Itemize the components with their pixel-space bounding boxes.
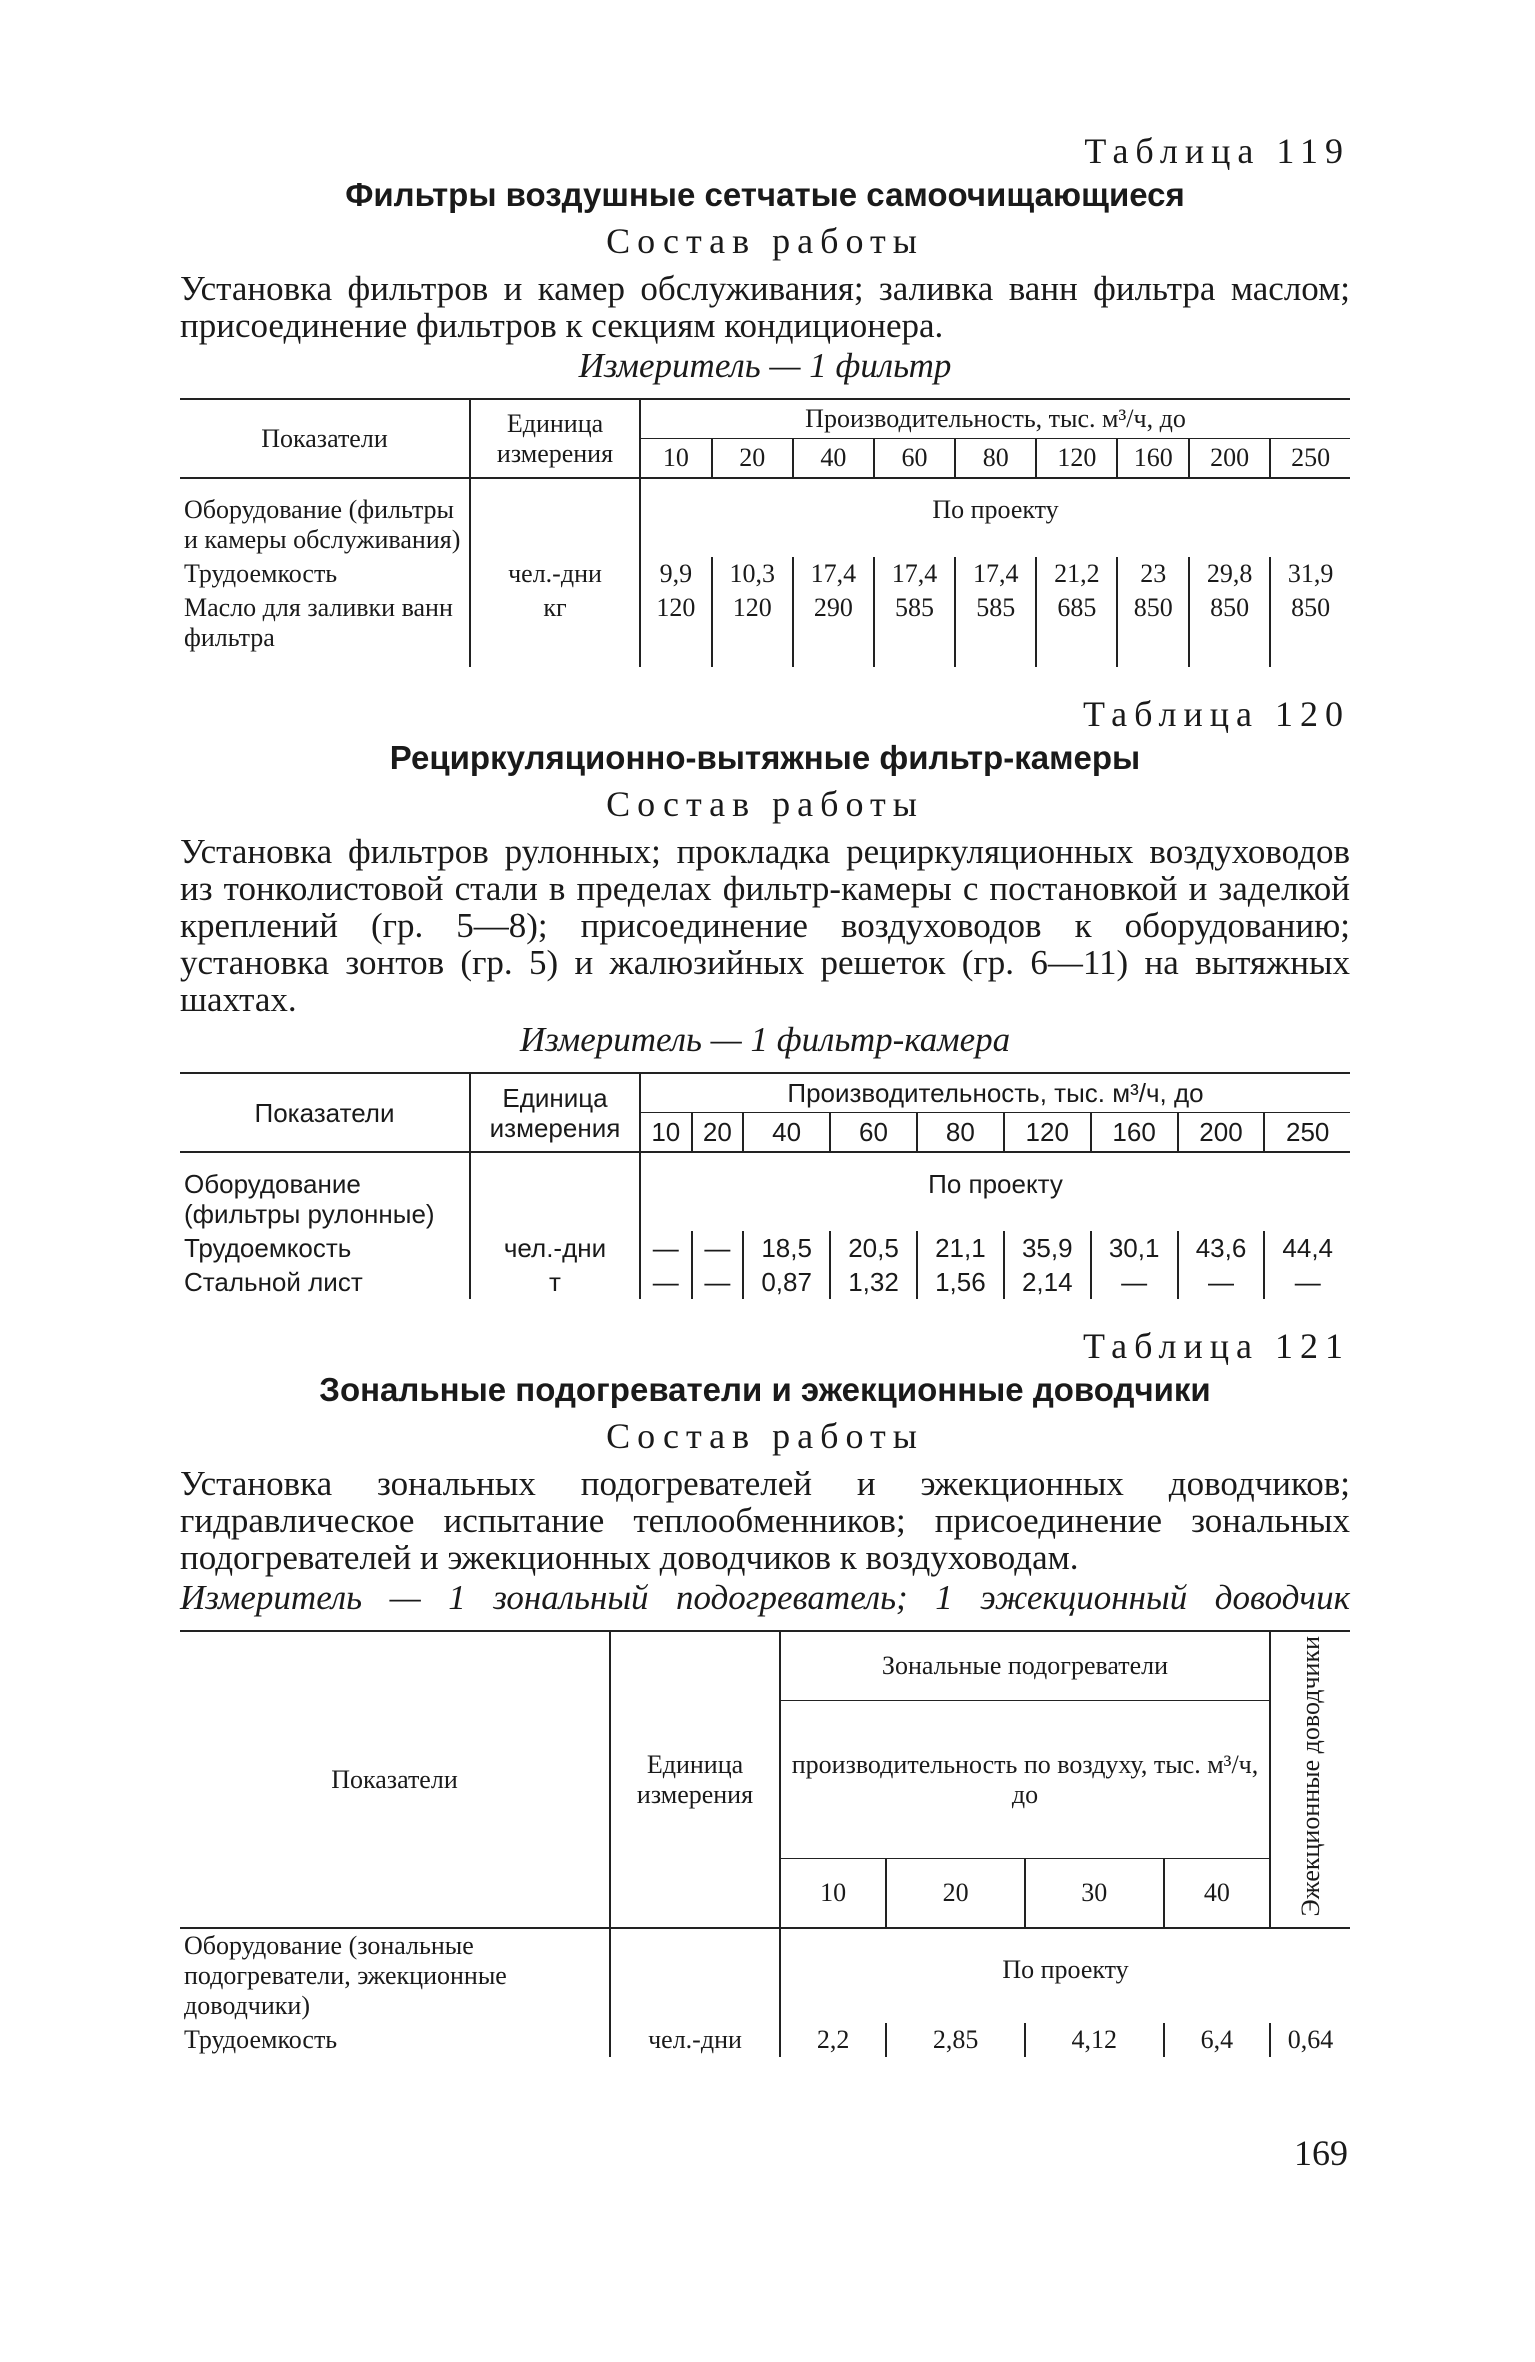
- row-label-equipment: Оборудование (фильтры рулонные): [180, 1167, 470, 1231]
- header-indicators: Показатели: [180, 399, 470, 478]
- value-cell: 585: [955, 591, 1036, 667]
- value-cell: 2,2: [780, 2023, 886, 2057]
- capacity-header-cell: 160: [1117, 439, 1189, 479]
- table-title: Зональные подогреватели и эжекционные доводчики: [319, 1371, 1211, 1408]
- capacity-header-cell: 40: [743, 1113, 830, 1153]
- value-cell: 850: [1189, 591, 1270, 667]
- table-number: Таблица 120: [1083, 694, 1350, 734]
- value-cell: 120: [640, 591, 712, 667]
- row-label-equipment: Оборудование (фильтры и камеры обслуживания): [180, 493, 470, 557]
- capacity-header-cell: 20: [886, 1859, 1025, 1929]
- unit-person-days: чел.-дни: [470, 557, 640, 591]
- value-cell: 23: [1117, 557, 1189, 591]
- row-label-labor: Трудоемкость: [180, 1231, 470, 1265]
- data-table-119: [180, 398, 1350, 667]
- capacity-header-cell: 40: [793, 439, 874, 479]
- measure-unit: Измеритель — 1 зональный подогреватель; 1 эжекционный доводчик: [180, 1578, 1350, 1617]
- value-cell: 35,9: [1004, 1231, 1091, 1265]
- header-unit: Единица измерения: [470, 399, 640, 478]
- capacity-header-cell: 160: [1091, 1113, 1178, 1153]
- unit-tonnes: т: [470, 1265, 640, 1299]
- row-label-labor: Трудоемкость: [180, 557, 470, 591]
- value-cell: 30,1: [1091, 1231, 1178, 1265]
- capacity-header-cell: 250: [1286, 1117, 1330, 1147]
- value-cell: 2,85: [886, 2023, 1025, 2057]
- header-indicators: Показатели: [180, 1631, 610, 1928]
- header-indicators: Показатели: [180, 1073, 470, 1152]
- row-label-steel: Стальной лист: [180, 1265, 470, 1299]
- data-table-121: [180, 1630, 1350, 2057]
- value-cell: 0,64: [1287, 2025, 1334, 2055]
- header-ejection-units: [1270, 1631, 1350, 1928]
- capacity-header-cell: 250: [1291, 443, 1331, 472]
- value-cell: 6,4: [1164, 2023, 1270, 2057]
- value-cell: 685: [1036, 591, 1117, 667]
- value-cell: —: [692, 1231, 744, 1265]
- measure-unit: Измеритель — 1 фильтр: [578, 346, 952, 385]
- table-title: Рециркуляционно-вытяжные фильтр-камеры: [389, 739, 1141, 776]
- value-cell: 850: [1117, 591, 1189, 667]
- capacity-header-cell: 120: [1004, 1113, 1091, 1153]
- value-cell: 4,12: [1025, 2023, 1164, 2057]
- value-cell: 18,5: [743, 1231, 830, 1265]
- unit-person-days: чел.-дни: [610, 2023, 780, 2057]
- capacity-header-cell: 30: [1025, 1859, 1164, 1929]
- row-label-equipment: Оборудование (зональные подогреватели, эжекционные доводчики): [180, 1928, 610, 2023]
- value-cell: 17,4: [955, 557, 1036, 591]
- ejection-units-label: Эжекционные доводчики: [1295, 1636, 1325, 1917]
- value-cell: —: [1294, 1267, 1321, 1297]
- capacity-header-cell: 80: [955, 439, 1036, 479]
- capacity-header-cell: 20: [712, 439, 793, 479]
- capacity-header-cell: 80: [917, 1113, 1004, 1153]
- unit-kg: кг: [470, 591, 640, 667]
- value-cell: 29,8: [1189, 557, 1270, 591]
- value-cell: 9,9: [640, 557, 712, 591]
- capacity-header-cell: 20: [692, 1113, 744, 1153]
- value-cell: 44,4: [1282, 1233, 1334, 1263]
- capacity-header-cell: 200: [1189, 439, 1270, 479]
- table-121-section: [180, 1325, 1350, 2057]
- capacity-header-cell: 10: [640, 439, 712, 479]
- capacity-header-cell: 10: [640, 1113, 692, 1153]
- capacity-header-cell: 60: [830, 1113, 917, 1153]
- value-cell: 21,1: [917, 1231, 1004, 1265]
- value-cell: 290: [793, 591, 874, 667]
- value-cell: 20,5: [830, 1231, 917, 1265]
- value-by-project: По проекту: [780, 1928, 1350, 2023]
- value-cell: 31,9: [1287, 559, 1334, 588]
- value-cell: —: [640, 1265, 692, 1299]
- value-cell: —: [1178, 1265, 1265, 1299]
- page-content: [180, 130, 1350, 2057]
- value-cell: 43,6: [1178, 1231, 1265, 1265]
- value-cell: 585: [874, 591, 955, 667]
- work-description: Установка зональных подогревателей и эжекционных доводчиков; гидравлическое испытание теплообменников; присоединение зональных подогревателей и эжекционных доводчиков к воздуховодам.: [180, 1464, 1350, 1577]
- section-title: Состав работы: [606, 221, 924, 261]
- value-cell: 120: [712, 591, 793, 667]
- capacity-header-cell: 40: [1164, 1859, 1270, 1929]
- header-capacity: Производительность, тыс. м³/ч, до: [640, 1073, 1350, 1113]
- value-cell: 10,3: [712, 557, 793, 591]
- value-cell: 2,14: [1004, 1265, 1091, 1299]
- value-cell: 1,32: [830, 1265, 917, 1299]
- unit-person-days: чел.-дни: [470, 1231, 640, 1265]
- value-cell: —: [640, 1231, 692, 1265]
- value-cell: 0,87: [743, 1265, 830, 1299]
- value-cell: —: [692, 1265, 744, 1299]
- header-air-capacity: производительность по воздуху, тыс. м³/ч, до: [780, 1701, 1270, 1859]
- value-cell: 1,56: [917, 1265, 1004, 1299]
- header-capacity: Производительность, тыс. м³/ч, до: [640, 399, 1350, 439]
- value-by-project: По проекту: [932, 495, 1059, 524]
- row-label-oil: Масло для заливки ванн фильтра: [180, 591, 470, 667]
- page-number: 169: [1294, 2133, 1348, 2173]
- table-title: Фильтры воздушные сетчатые самоочищающиеся: [345, 176, 1185, 213]
- table-120-section: [180, 693, 1350, 1299]
- capacity-header-cell: 60: [874, 439, 955, 479]
- section-title: Состав работы: [606, 784, 924, 824]
- value-by-project: По проекту: [928, 1169, 1063, 1199]
- capacity-header-cell: 120: [1036, 439, 1117, 479]
- work-description: Установка фильтров и камер обслуживания; заливка ванн фильтра маслом; присоединение фильтров к секциям кондиционера.: [180, 269, 1350, 345]
- measure-unit: Измеритель — 1 фильтр-камера: [519, 1020, 1011, 1059]
- table-number: Таблица 121: [1083, 1326, 1350, 1366]
- data-table-120: [180, 1072, 1350, 1299]
- header-unit: Единица измерения: [470, 1073, 640, 1152]
- value-cell: —: [1091, 1265, 1178, 1299]
- value-cell: 17,4: [793, 557, 874, 591]
- value-cell: 21,2: [1036, 557, 1117, 591]
- section-title: Состав работы: [606, 1416, 924, 1456]
- capacity-header-cell: 10: [780, 1859, 886, 1929]
- table-119-section: [180, 130, 1350, 667]
- capacity-header-cell: 200: [1178, 1113, 1265, 1153]
- value-cell: 17,4: [874, 557, 955, 591]
- header-zonal-heaters: Зональные подогреватели: [780, 1631, 1270, 1701]
- value-cell: 850: [1291, 593, 1331, 622]
- header-unit: Единица измерения: [610, 1631, 780, 1928]
- work-description: Установка фильтров рулонных; прокладка рециркуляционных воздуховодов из тонколистовой стали в пределах фильтр-камеры с постановкой и заделкой креплений (гр. 5—8); присоединение воздуховодов к оборудованию; установка зонтов (гр. 5) и жалюзийных решеток (гр. 6—11) на вытяжных шахтах.: [180, 832, 1350, 1019]
- row-label-labor: Трудоемкость: [180, 2023, 610, 2057]
- table-number: Таблица 119: [1084, 131, 1350, 171]
